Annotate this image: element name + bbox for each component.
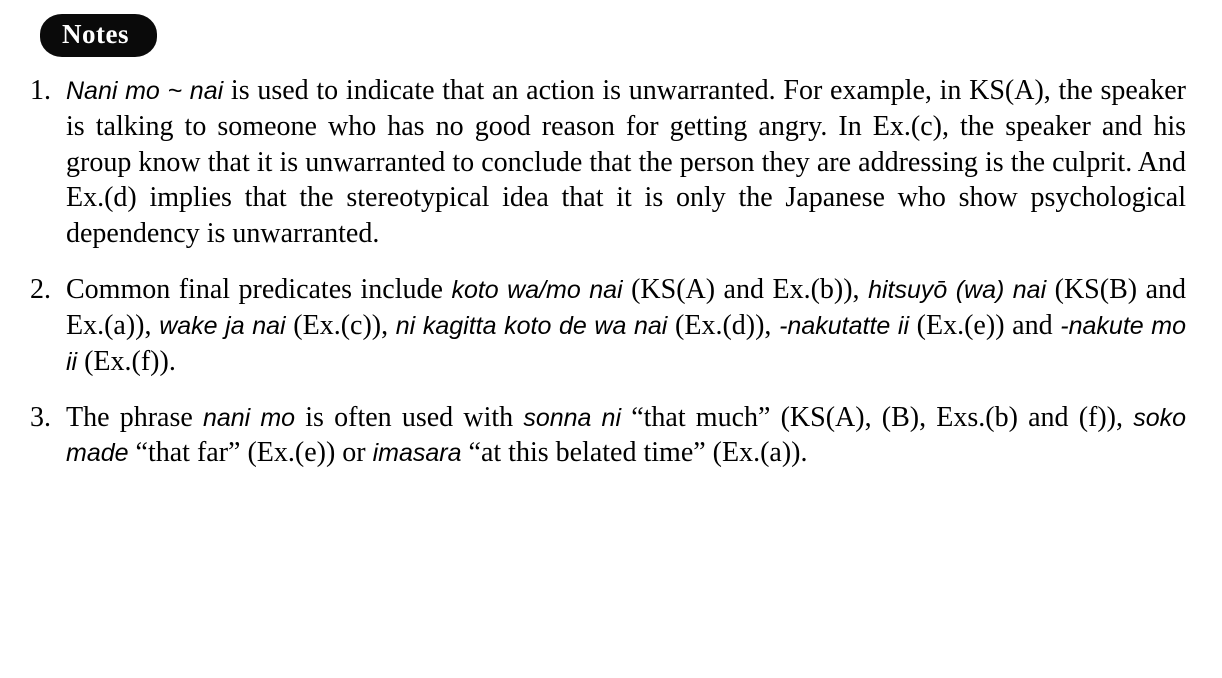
note-item [22, 400, 1200, 472]
note-term: -nakutatte ii [779, 311, 910, 340]
note-run: is often used with [295, 401, 524, 433]
note-run: “at this belated time” (Ex.(a)). [461, 437, 808, 469]
note-run: “that far” (Ex.(e)) or [128, 437, 373, 469]
note-term: soko made [66, 403, 1186, 468]
note-term: -nakute mo ii [66, 311, 1187, 376]
note-term: wake ja nai [159, 311, 286, 340]
notes-section-badge: Notes [40, 14, 157, 57]
note-item [22, 73, 1200, 252]
note-text [66, 73, 1200, 252]
note-run: (KS(B) and Ex.(a)), [66, 274, 1187, 341]
note-term: koto wa/mo nai [451, 276, 623, 305]
note-run: (Ex.(d)), [667, 309, 780, 341]
note-run: is used to indicate that an action is unwarranted. For example, in KS(A), the speaker is talking to someone who has no good reason for getting angry. In Ex.(c), the speaker and his group know that it is unwarranted to conclude that the person they are addressing is the culprit. And Ex.(d) implies that the stereotypical idea that it is only the Japanese who show psychological dependency is unwarranted. [66, 75, 1186, 250]
note-term: ni kagitta koto de wa nai [395, 311, 668, 340]
note-term: imasara [372, 439, 462, 468]
note-run: (KS(A) and Ex.(b)), [622, 274, 869, 306]
note-term: hitsuyō (wa) nai [868, 276, 1047, 305]
note-run: (Ex.(f)). [77, 345, 176, 377]
note-text [66, 272, 1200, 379]
note-run: The phrase [66, 401, 203, 433]
note-run: (Ex.(c)), [285, 309, 396, 341]
note-run: Common final predicates include [66, 274, 452, 306]
note-text [66, 400, 1200, 472]
note-number: 1. [30, 75, 51, 106]
note-term: nani mo [202, 403, 296, 432]
note-number: 2. [30, 274, 51, 306]
note-run: (Ex.(e)) and [909, 309, 1061, 341]
note-number: 3. [30, 401, 51, 433]
notes-list [22, 73, 1200, 471]
note-term: sonna ni [523, 403, 622, 432]
note-run: “that much” (KS(A), (B), Exs.(b) and (f)), [621, 401, 1134, 433]
note-term: Nani mo ~ nai [66, 77, 224, 105]
note-item [22, 272, 1200, 379]
